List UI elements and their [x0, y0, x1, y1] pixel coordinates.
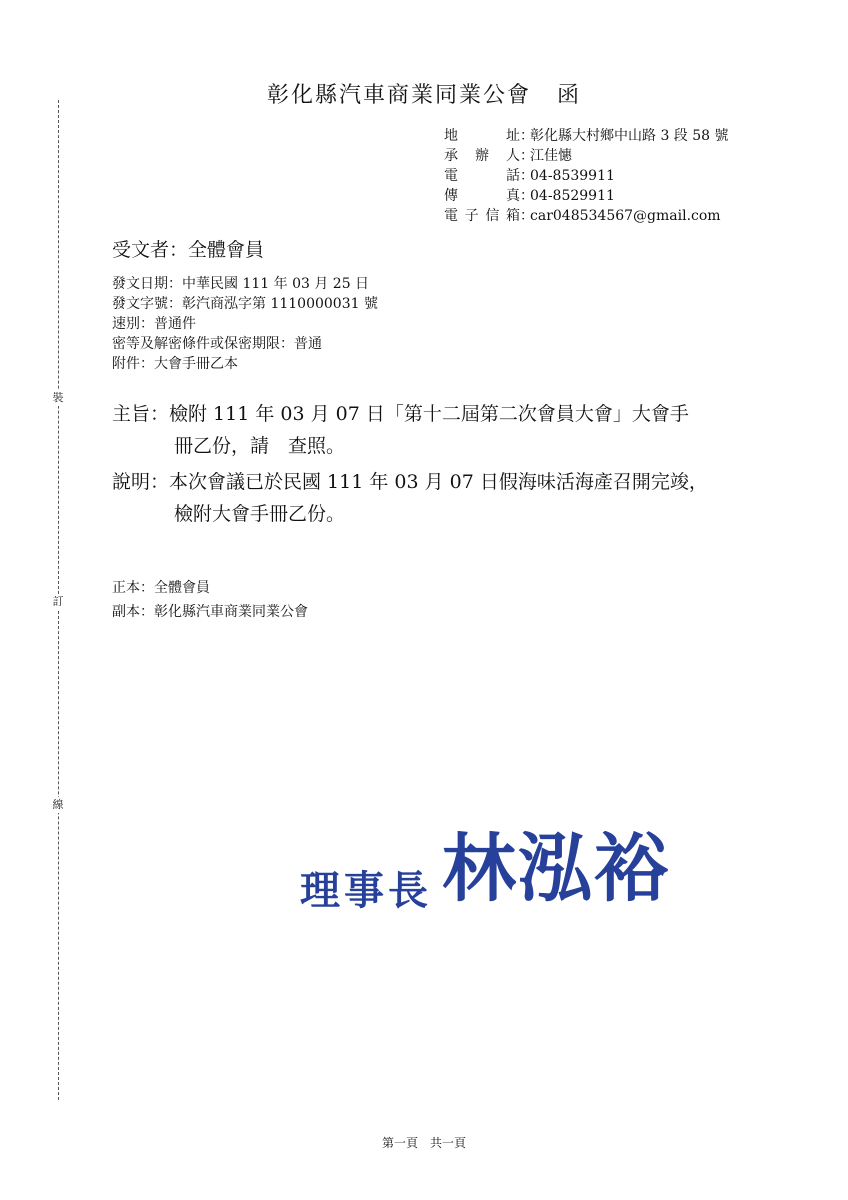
phone-value: 04-8539911 [530, 168, 615, 184]
subject-line-1: 主旨：檢附 111 年 03 月 07 日「第十二屆第二次會員大會」大會手 [112, 403, 689, 425]
contact-fax-row: 傳 真：04-8529911 [444, 188, 615, 204]
security-level: 密等及解密條件或保密期限：普通 [112, 336, 322, 352]
page-number-footer: 第一頁 共一頁 [381, 1136, 466, 1150]
binding-char-xian: 線 [50, 797, 66, 813]
explanation-line-1: 說明：本次會議已於民國 111 年 03 月 07 日假海味活海產召開完竣， [112, 471, 708, 493]
contact-phone-row: 電 話：04-8539911 [444, 168, 615, 184]
document-number: 發文字號：彰汽商泓字第 1110000031 號 [112, 296, 378, 312]
handler-label: 承 辦 人 [444, 148, 520, 164]
contact-handler-row: 承 辦 人：江佳憓 [444, 148, 572, 164]
issuer-name: 彰化縣汽車商業同業公會 [266, 83, 531, 108]
phone-label: 電 話 [444, 168, 520, 184]
explanation-paragraph [112, 466, 708, 530]
contact-address-row: 地 址：彰化縣大村鄉中山路 3 段 58 號 [444, 128, 729, 144]
original-recipient: 正本：全體會員 [112, 580, 210, 596]
copies-block [112, 576, 308, 624]
receiver-line: 受文者：全體會員 [112, 239, 265, 261]
contact-block [444, 126, 729, 226]
chairman-signature-stamp [300, 810, 670, 916]
document-type: 函 [557, 83, 582, 108]
binding-char-ding: 訂 [50, 594, 66, 610]
binding-char-zhuang: 裝 [50, 390, 66, 406]
fax-label: 傳 真 [444, 188, 520, 204]
subject-paragraph [112, 398, 689, 462]
signature-title: 理事長 [300, 868, 432, 914]
document-title [0, 78, 848, 109]
signature-name: 林泓裕 [442, 826, 670, 912]
handler-value: 江佳憓 [530, 148, 572, 164]
document-meta [112, 274, 378, 374]
issue-date: 發文日期：中華民國 111 年 03 月 25 日 [112, 276, 370, 292]
address-label: 地 址 [444, 128, 520, 144]
contact-email-row: 電子信箱：car048534567@gmail.com [444, 208, 721, 224]
delivery-speed: 速別：普通件 [112, 316, 196, 332]
attachment-line: 附件：大會手冊乙本 [112, 356, 238, 372]
email-label: 電子信箱 [444, 208, 520, 224]
subject-line-2: 冊乙份，請 查照。 [174, 435, 346, 457]
address-value: 彰化縣大村鄉中山路 3 段 58 號 [530, 128, 729, 144]
copy-recipient: 副本：彰化縣汽車商業同業公會 [112, 604, 308, 620]
email-value: car048534567@gmail.com [530, 208, 721, 224]
fax-value: 04-8529911 [530, 188, 615, 204]
explanation-line-2: 檢附大會手冊乙份。 [174, 503, 346, 525]
